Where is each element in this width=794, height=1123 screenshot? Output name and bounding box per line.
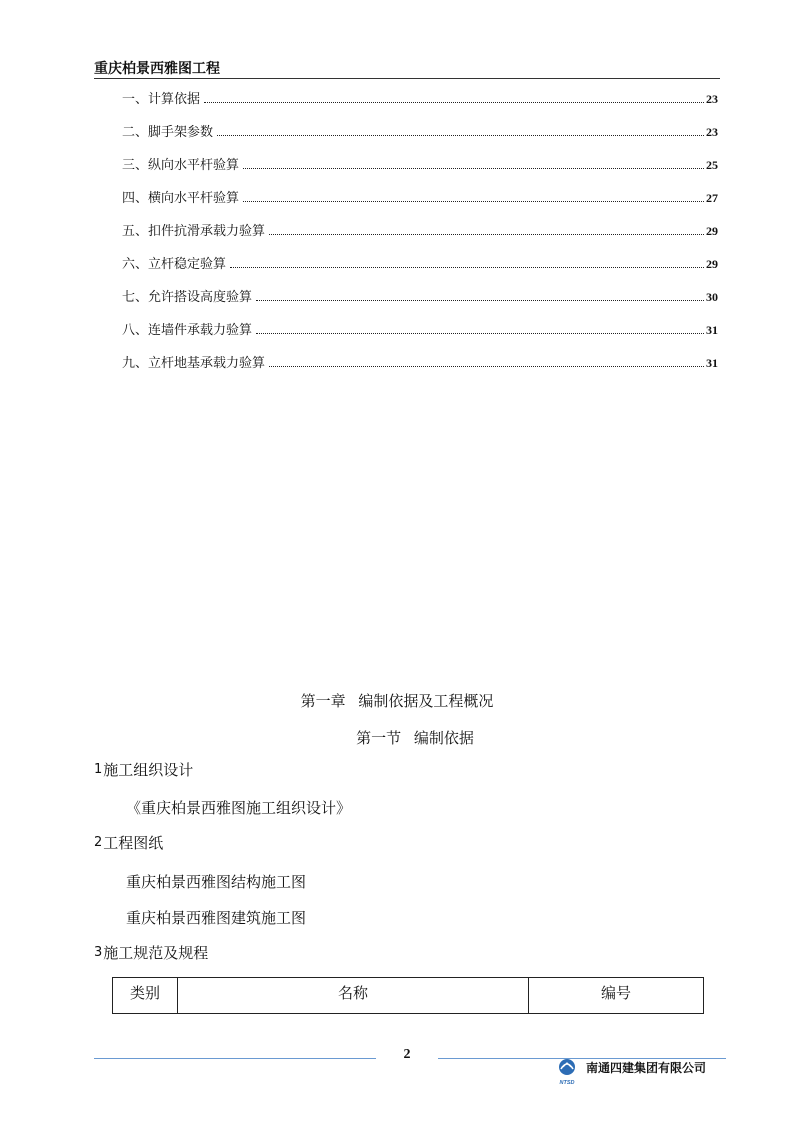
toc-row[interactable] <box>122 319 718 352</box>
toc-leader-dots <box>269 234 704 235</box>
item-number: 1 <box>94 762 103 777</box>
page-number: 2 <box>403 1047 411 1062</box>
toc-row[interactable] <box>122 88 718 121</box>
toc-label: 七、允许搭设高度验算 <box>122 290 253 305</box>
toc-label: 九、立杆地基承载力验算 <box>122 356 266 371</box>
toc-page-number: 27 <box>706 191 718 205</box>
toc-page-number: 31 <box>706 323 718 337</box>
toc-leader-dots <box>217 135 704 136</box>
table-header-name: 名称 <box>178 978 529 1014</box>
item-title: 施工组织设计 <box>103 761 194 779</box>
toc-row[interactable] <box>122 352 718 385</box>
toc-label: 八、连墙件承载力验算 <box>122 323 253 338</box>
logo-text: NTSD <box>559 1080 575 1085</box>
toc-page-number: 29 <box>706 257 718 271</box>
item-title: 施工规范及规程 <box>103 944 209 962</box>
toc-label: 一、计算依据 <box>122 92 201 107</box>
toc-leader-dots <box>243 201 704 202</box>
table-header-code: 编号 <box>529 978 704 1014</box>
table-of-contents <box>122 88 718 385</box>
toc-page-number: 31 <box>706 356 718 370</box>
toc-leader-dots <box>269 366 704 367</box>
item-title: 工程图纸 <box>103 834 164 852</box>
standards-table <box>112 977 704 1014</box>
toc-leader-dots <box>243 168 704 169</box>
item-number: 2 <box>94 835 103 850</box>
toc-row[interactable] <box>122 220 718 253</box>
toc-page-number: 23 <box>706 125 718 139</box>
toc-leader-dots <box>256 333 704 334</box>
toc-page-number: 30 <box>706 290 718 304</box>
toc-leader-dots <box>256 300 704 301</box>
toc-label: 三、纵向水平杆验算 <box>122 158 240 173</box>
toc-row[interactable] <box>122 154 718 187</box>
company-logo-icon <box>554 1057 580 1085</box>
toc-row[interactable] <box>122 121 718 154</box>
construction-design-doc: 《重庆柏景西雅图施工组织设计》 <box>126 799 352 817</box>
table-header-row <box>113 978 704 1014</box>
architectural-drawings-doc: 重庆柏景西雅图建筑施工图 <box>126 909 307 927</box>
toc-page-number: 29 <box>706 224 718 238</box>
company-name: 南通四建集团有限公司 <box>586 1061 707 1075</box>
toc-page-number: 23 <box>706 92 718 106</box>
toc-row[interactable] <box>122 253 718 286</box>
toc-leader-dots <box>230 267 704 268</box>
toc-row[interactable] <box>122 187 718 220</box>
toc-page-number: 25 <box>706 158 718 172</box>
section-title: 第一节 编制依据 <box>356 729 474 747</box>
item-construction-design-heading <box>94 759 193 780</box>
structural-drawings-doc: 重庆柏景西雅图结构施工图 <box>126 873 307 891</box>
item-standards-heading <box>94 942 208 963</box>
toc-leader-dots <box>204 102 704 103</box>
toc-label: 二、脚手架参数 <box>122 125 214 140</box>
chapter-title: 第一章 编制依据及工程概况 <box>300 692 494 710</box>
header-title: 重庆柏景西雅图工程 <box>94 61 220 77</box>
toc-label: 四、横向水平杆验算 <box>122 191 240 206</box>
item-drawings-heading <box>94 832 163 853</box>
toc-label: 五、扣件抗滑承载力验算 <box>122 224 266 239</box>
toc-label: 六、立杆稳定验算 <box>122 257 227 272</box>
toc-row[interactable] <box>122 286 718 319</box>
footer-divider-left <box>94 1058 376 1059</box>
item-number: 3 <box>94 945 103 960</box>
page-header <box>94 58 720 79</box>
table-header-category: 类别 <box>113 978 178 1014</box>
